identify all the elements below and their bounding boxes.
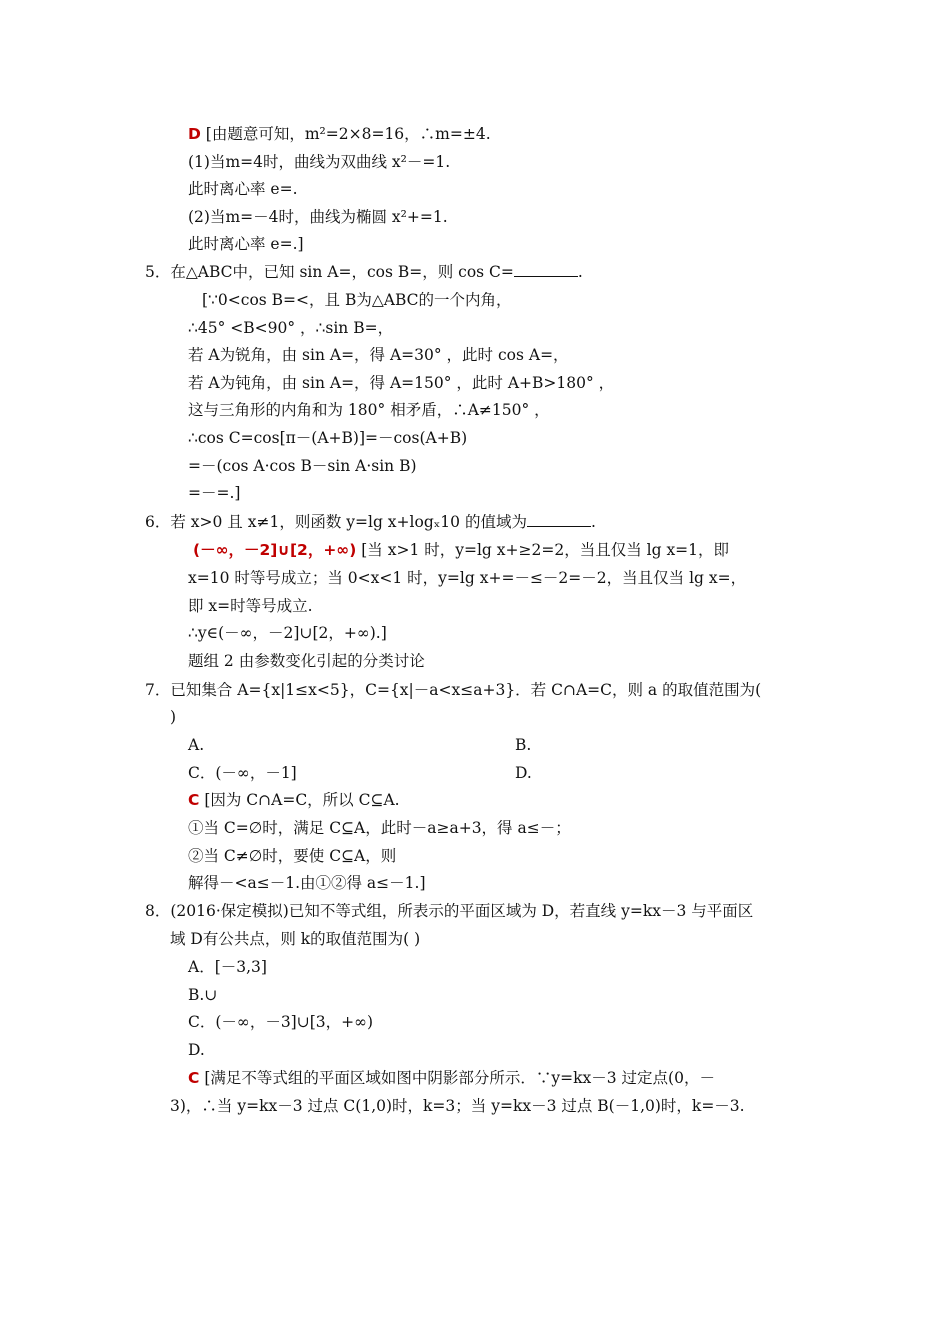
answer-label: C [188,1069,200,1087]
question-7: 7．已知集合 A={x|1≤x<5}，C={x|－a<x≤a+3}．若 C∩A=C，则 a 的取值范围为( [145,681,762,699]
answer-label: (－∞，－2]∪[2，+∞) [193,541,357,559]
solution-7-line: ②当 C≠∅时，要使 C⊆A，则 [188,847,397,865]
option-c: C．(－∞，－1] [188,764,297,782]
solution-7-line: 解得－<a≤－1.由①②得 a≤－1.] [188,874,426,892]
question-5: 5．在△ABC中，已知 sin A=，cos B=，则 cos C= . [145,263,583,281]
solution-6-line: ∴y∈(－∞，－2]∪[2，+∞).] [188,624,387,642]
solution-4-line: (1)当m=4时，曲线为双曲线 x²－=1. [188,153,451,171]
question-7: ) [170,708,177,726]
solution-5-line: ∴45° <B<90° ，∴sin B=， [188,319,394,337]
solution-8-line: C [满足不等式组的平面区域如图中阴影部分所示．∵y=kx－3 过定点(0，－ [188,1069,715,1087]
solution-4-line: D [由题意可知，m²=2×8=16，∴m=±4. [188,125,491,143]
solution-6-line: x=10 时等号成立；当 0<x<1 时，y=lg x+=－≤－2=－2，当且仅当 lg x=， [188,569,747,587]
solution-4-line: 此时离心率 e=. [188,180,298,198]
solution-7-line: C [因为 C∩A=C，所以 C⊆A. [188,791,400,809]
option-a: A. [188,736,205,754]
solution-5-line: ∴cos C=cos[π－(A+B)]=－cos(A+B) [188,429,468,447]
option-d: D. [188,1041,205,1059]
solution-7-line: ①当 C=∅时，满足 C⊆A，此时－a≥a+3，得 a≤－； [188,819,571,837]
solution-6-line: 即 x=时等号成立. [188,597,313,615]
solution-5-line: 这与三角形的内角和为 180° 相矛盾，∴A≠150° ， [188,401,550,419]
solution-4-line: (2)当m=－4时，曲线为椭圆 x²+=1. [188,208,448,226]
solution-5-line: 若 A为钝角，由 sin A=，得 A=150° ，此时 A+B>180° ， [188,374,615,392]
option-b: B. [515,736,532,754]
solution-4-line: 此时离心率 e=.] [188,235,304,253]
solution-6-line: (－∞，－2]∪[2，+∞) [当 x>1 时，y=lg x+≥2=2，当且仅当 lg x=1，即 [193,541,730,559]
option-d: D. [515,764,532,782]
question-8: 域 D有公共点，则 k的取值范围为( ) [170,930,421,948]
answer-label: D [188,125,201,143]
question-6: 6．若 x>0 且 x≠1，则函数 y=lg x+logₓ10 的值域为 . [145,513,596,531]
solution-5-line: =－=.] [188,484,241,502]
option-c: C．(－∞，－3]∪[3，+∞) [188,1013,374,1031]
section-heading: 题组 2 由参数变化引起的分类讨论 [188,652,425,670]
solution-5-line: 若 A为锐角，由 sin A=，得 A=30° ，此时 cos A=， [188,346,569,364]
question-8: 8．(2016·保定模拟)已知不等式组，所表示的平面区域为 D，若直线 y=kx－3 与平面区 [145,902,754,920]
option-b: B.∪ [188,986,218,1004]
option-a: A．[－3,3] [188,958,267,976]
solution-5-line: [∵0<cos B=<，且 B为△ABC的一个内角， [202,291,512,309]
answer-label: C [188,791,200,809]
answer-blank [527,512,591,527]
solution-5-line: =－(cos A·cos B－sin A·sin B) [188,457,417,475]
solution-8-line: 3)，∴当 y=kx－3 过点 C(1,0)时，k=3；当 y=kx－3 过点 B(－1,0)时，k=－3. [170,1097,745,1115]
answer-blank [514,262,578,277]
